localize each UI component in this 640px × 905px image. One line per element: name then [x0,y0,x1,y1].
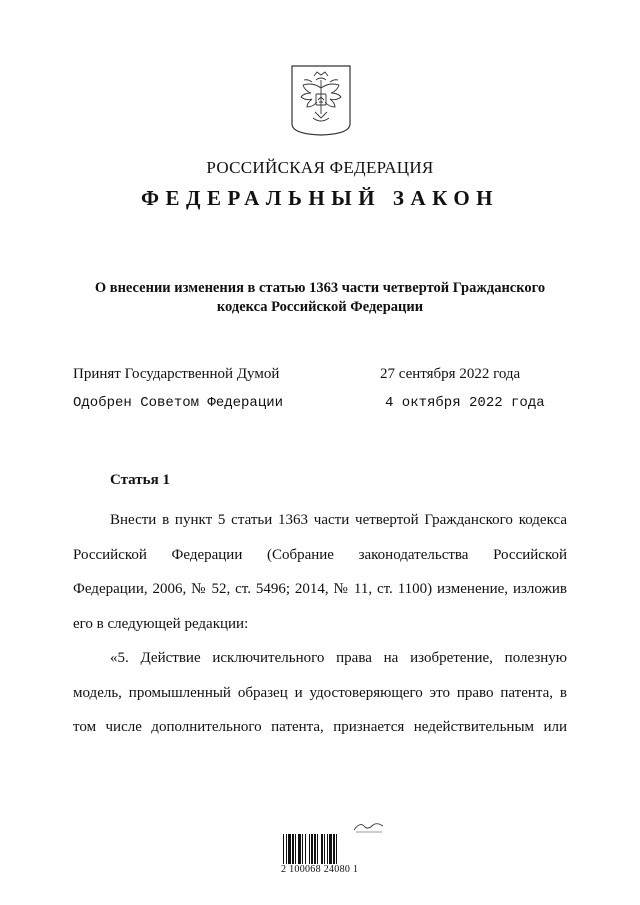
barcode-bar [336,834,337,864]
barcode-bar [292,834,294,864]
paragraph-line: Федерации, 2006, № 52, ст. 5496; 2014, № 11, ст. 1100) изменение, изложив [73,581,567,597]
paragraph-line: Российской Федерации (Собрание законодательства Российской [73,546,567,563]
barcode-bar [324,834,325,864]
barcode-bar [314,834,316,864]
law-title-line-2: кодекса Российской Федерации [216,299,424,315]
signature-mark-icon [352,820,386,834]
law-title [0,279,640,317]
barcode-bar [309,834,310,864]
barcode-bar [298,834,301,864]
article-heading: Статья 1 [110,472,170,488]
barcode-bar [286,834,287,864]
barcode-bar [333,834,335,864]
barcode-bar [311,834,313,864]
barcode-bar [288,834,291,864]
duma-label: Принят Государственной Думой [73,366,280,382]
duma-date: 27 сентября 2022 года [380,366,521,382]
council-date: 4 октября 2022 года [385,395,545,411]
paragraph-line: Внести в пункт 5 статьи 1363 части четвертой Гражданского кодекса [110,512,567,528]
law-type: ФЕДЕРАЛЬНЫЙ ЗАКОН [141,186,499,210]
barcode-bar [302,834,303,864]
coat-of-arms-icon [290,64,352,136]
paragraph-line: модель, промышленный образец и удостоверяющего это право патента, в [73,684,567,701]
barcode-bar [321,834,323,864]
barcode-bar [283,834,284,864]
paragraph-line: «5. Действие исключительного права на изобретение, полезную [110,650,567,666]
law-title-line-1: О внесении изменения в статью 1363 части четвертой Гражданского [94,280,546,296]
paragraph-line: его в следующей редакции: [73,615,249,632]
article-paragraph-2 [73,641,567,745]
barcode-bar [327,834,328,864]
council-label: Одобрен Советом Федерации [73,395,284,411]
barcode-icon [283,834,359,864]
barcode-number: 2 100068 24080 1 [281,864,359,875]
barcode-bar [329,834,332,864]
barcode-bar [317,834,318,864]
article-paragraph-1 [73,503,567,641]
barcode-bar [305,834,306,864]
barcode-bar [295,834,296,864]
country-name: РОССИЙСКАЯ ФЕДЕРАЦИЯ [206,158,434,177]
paragraph-line: том числе дополнительного патента, признается недействительным или [73,719,567,735]
